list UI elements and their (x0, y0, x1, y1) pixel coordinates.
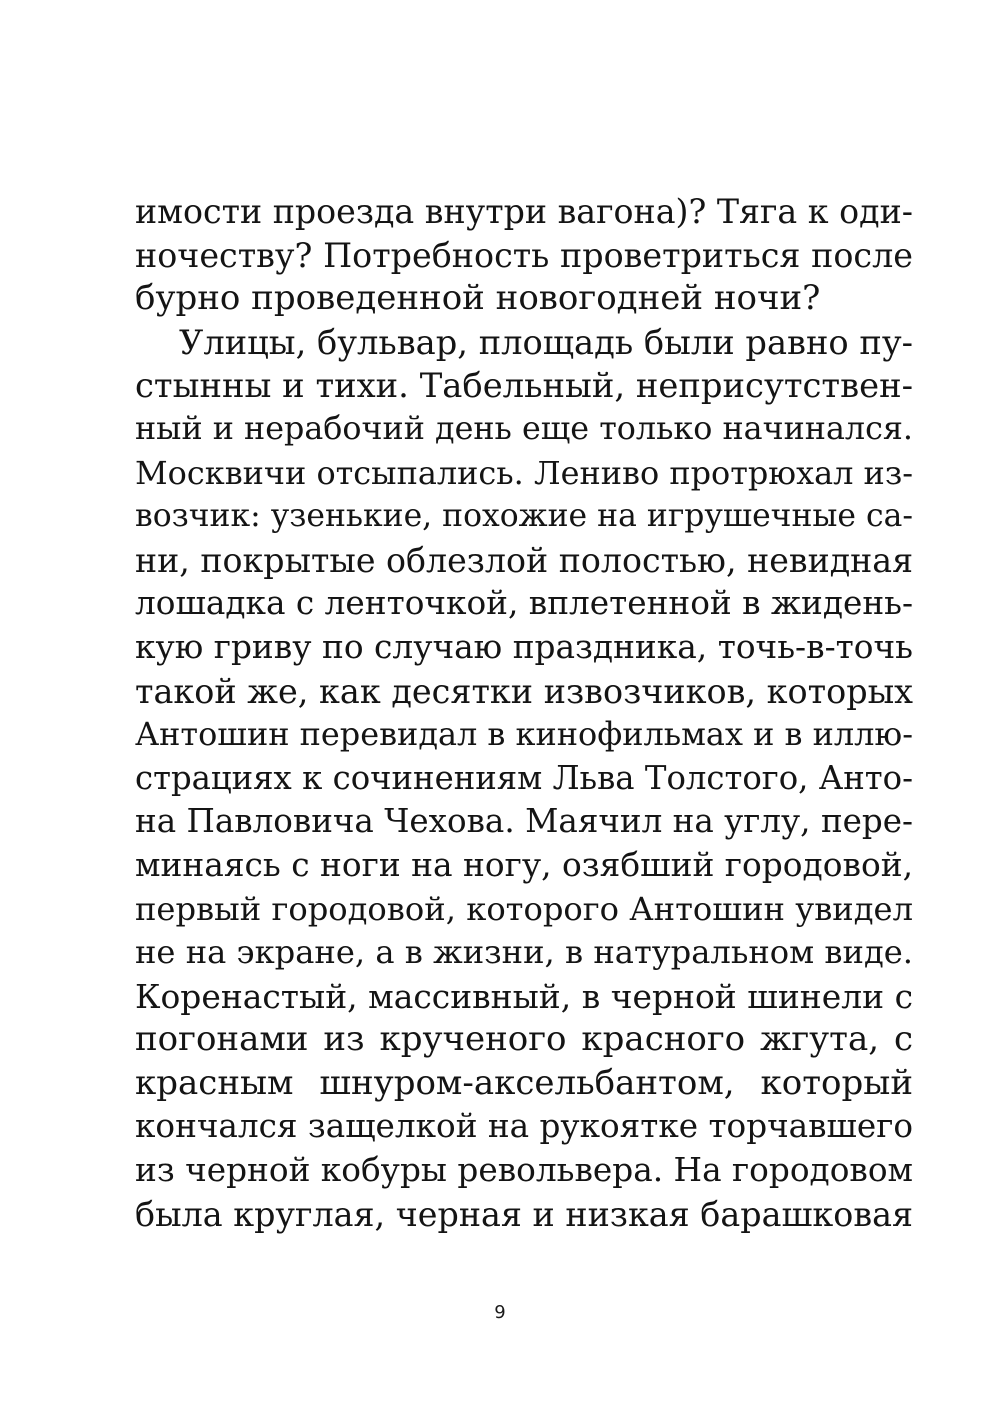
text-line: кончался защелкой на рукоятке торчавшего (135, 1107, 913, 1146)
paragraph-continuation (135, 190, 913, 321)
text-line: страциях к сочинениям Льва Толстого, Анто- (135, 758, 913, 797)
text-line: первый городовой, которого Антошин увидел (135, 889, 913, 928)
text-line: кую гриву по случаю праздника, точь-в-точь (135, 627, 913, 666)
paragraph-streets (135, 321, 913, 1236)
text-line: Москвичи отсыпались. Лениво протрюхал из- (135, 453, 913, 492)
text-line: из черной кобуры револьвера. На городовом (135, 1151, 913, 1190)
text-line: ночеству? Потребность проветриться после (135, 235, 913, 275)
text-line: Антошин перевидал в кинофильмах и в иллю- (135, 715, 913, 754)
text-line: красным шнуром-аксельбантом, который (135, 1062, 913, 1103)
text-line: Коренастый, массивный, в черной шинели с (135, 976, 913, 1016)
text-line: возчик: узенькие, похожие на игрушечные са- (135, 498, 913, 535)
page-number: 9 (494, 1302, 506, 1323)
text-line: минаясь с ноги на ногу, озябший городовой, (135, 845, 913, 884)
text-line: на Павловича Чехова. Маячил на углу, пере- (135, 802, 913, 841)
text-line: Улицы, бульвар, площадь были равно пу- (179, 322, 913, 362)
body-text (135, 190, 913, 1236)
text-line: погонами из крученого красного жгута, с (135, 1019, 913, 1060)
text-line: была круглая, черная и низкая барашковая (135, 1194, 913, 1234)
text-line: такой же, как десятки извозчиков, которых (135, 671, 913, 711)
text-line: стынны и тихи. Табельный, неприсутствен- (135, 366, 913, 406)
text-line: бурно проведенной новогодней ночи? (135, 278, 821, 319)
text-line: имости проезда внутри вагона)? Тяга к оди- (135, 192, 913, 231)
text-line: не на экране, а в жизни, в натуральном виде. (135, 933, 913, 972)
text-line: ный и нерабочий день еще только начинался. (135, 410, 913, 447)
text-line: ни, покрытые облезлой полостью, невидная (135, 540, 914, 580)
text-line: лошадка с ленточкой, вплетенной в жидень- (135, 584, 914, 623)
